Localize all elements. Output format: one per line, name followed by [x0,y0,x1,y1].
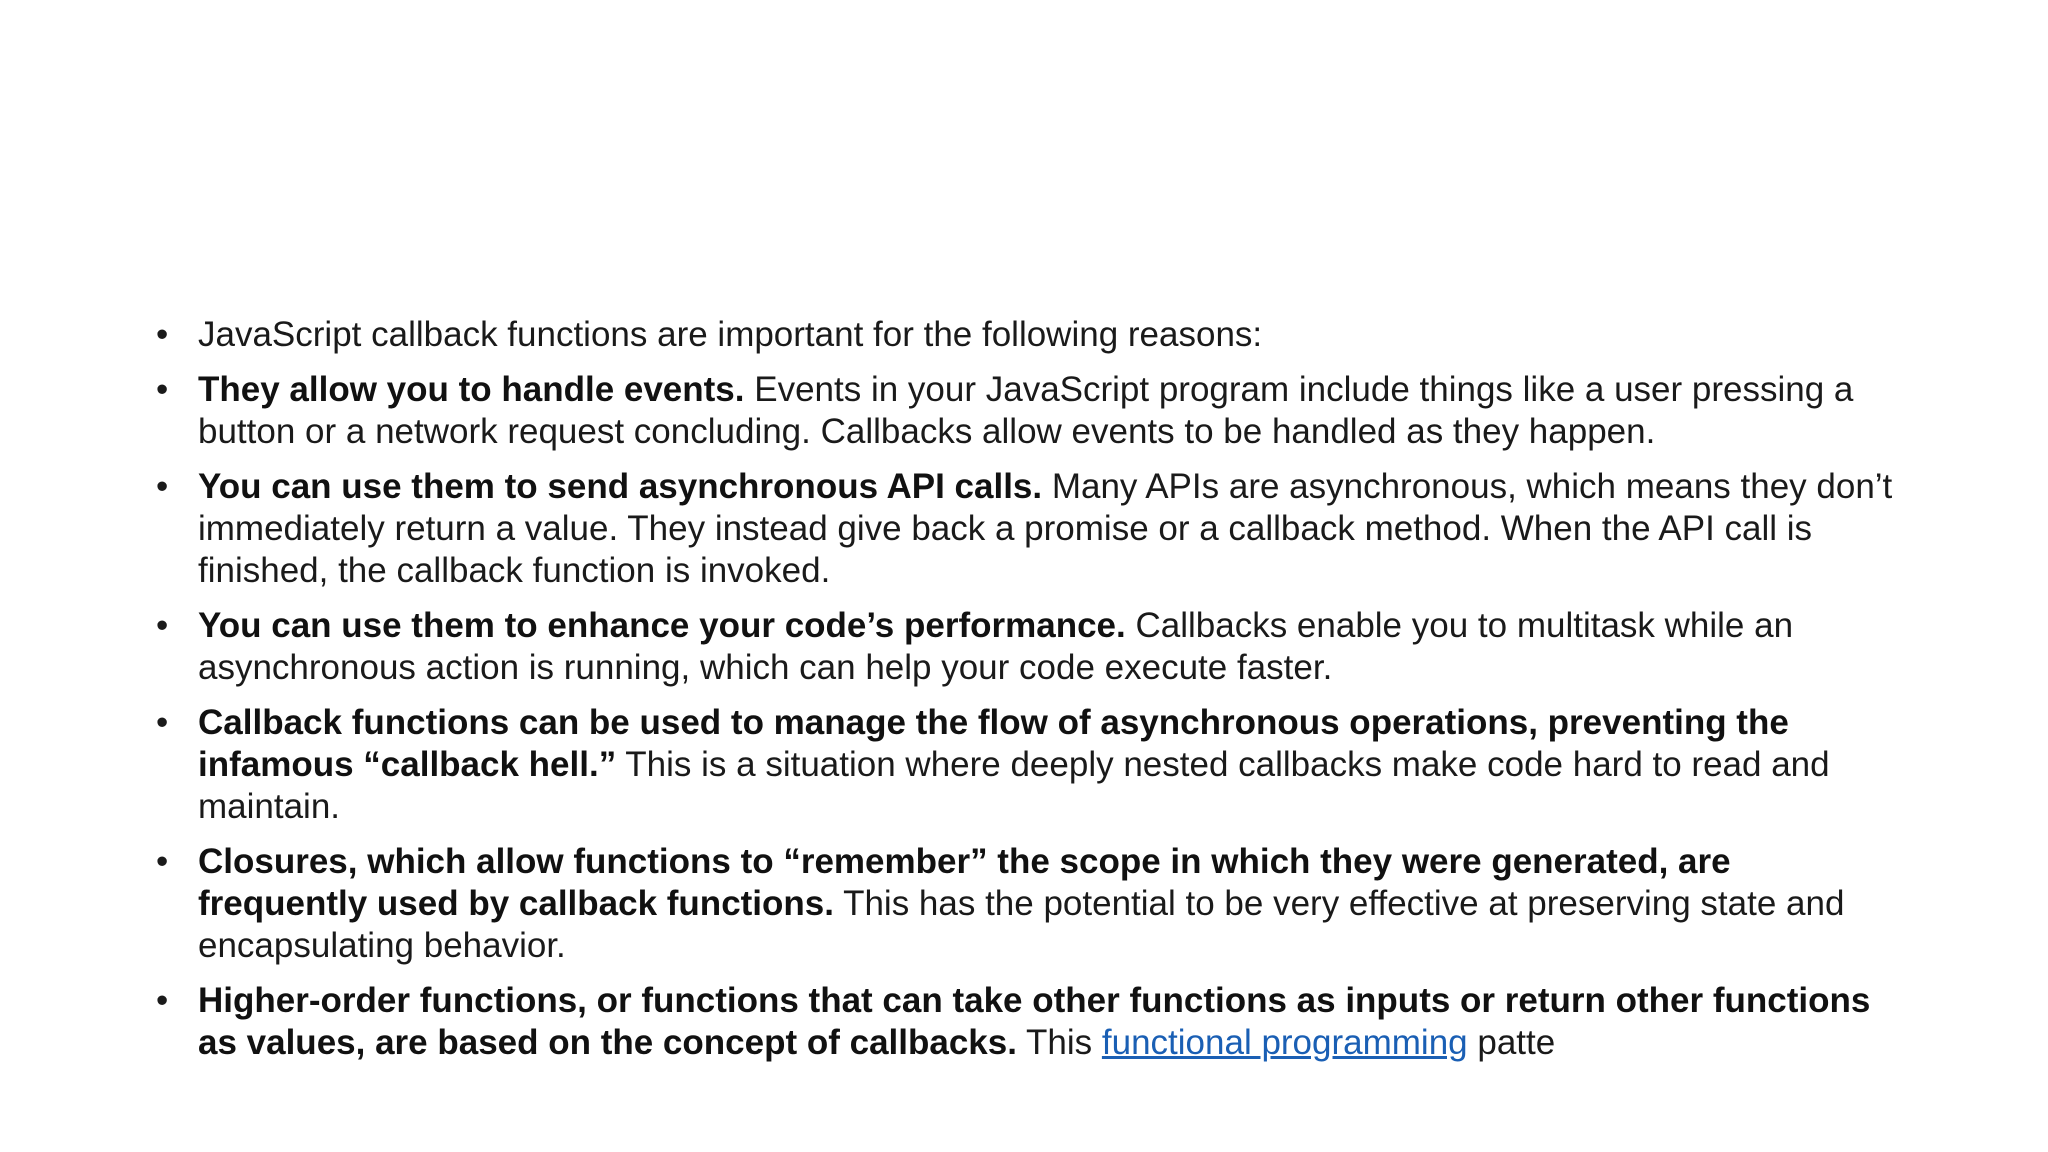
bullet-text: This is a situation where deeply nested callbacks make code hard to read and maintain. [198,745,1830,826]
bullet-text: Events in your JavaScript program include things like a user pressing a button or a network request concluding. Callbacks allow events to be handled as they happen. [198,370,1854,451]
bullet-dot-icon: • [156,703,169,742]
bullet-bold-text: Callback functions can be used to manage the flow of asynchronous operations, preventing the infamous “callback hell.” [198,703,1789,784]
bullet-bold-text: Closures, which allow functions to “remember” the scope in which they were generated, are frequently used by callback functions. [198,842,1731,923]
bullet-dot-icon: • [156,842,169,881]
bullet-item-performance [156,605,1896,689]
bullet-bold-text: You can use them to enhance your code’s performance. [198,606,1126,645]
bullet-bold-text: You can use them to send asynchronous API calls. [198,467,1043,506]
bullet-item-events [156,369,1896,453]
bullet-dot-icon: • [156,606,169,645]
bullet-dot-icon: • [156,981,169,1020]
bullet-text: Many APIs are asynchronous, which means they don’t immediately return a value. They instead give back a promise or a callback method. When the API call is finished, the callback function is invoked. [198,467,1893,590]
bullet-item-intro [156,314,1896,356]
bullet-text: This [1016,1023,1102,1062]
bullet-bold-text: They allow you to handle events. [198,370,745,409]
bullet-item-async-api [156,466,1896,592]
bullet-text-trailing: patte [1467,1023,1556,1062]
bullet-text: This has the potential to be very effective at preserving state and encapsulating behavior. [198,884,1845,965]
bullet-dot-icon: • [156,370,169,409]
bullet-dot-icon: • [156,315,169,354]
bullet-item-closures [156,841,1896,967]
bullet-dot-icon: • [156,467,169,506]
functional-programming-link[interactable]: functional programming [1101,1023,1468,1062]
bullet-text: JavaScript callback functions are important for the following reasons: [198,315,1263,354]
slide-body [156,314,1896,1077]
bullet-bold-text: Higher-order functions, or functions that can take other functions as inputs or return other functions as values, are based on the concept of callbacks. [198,981,1871,1062]
bullet-item-higher-order [156,980,1896,1064]
bullet-list [156,314,1896,1064]
bullet-item-flow [156,702,1896,828]
bullet-text: Callbacks enable you to multitask while an asynchronous action is running, which can help your code execute faster. [198,606,1794,687]
